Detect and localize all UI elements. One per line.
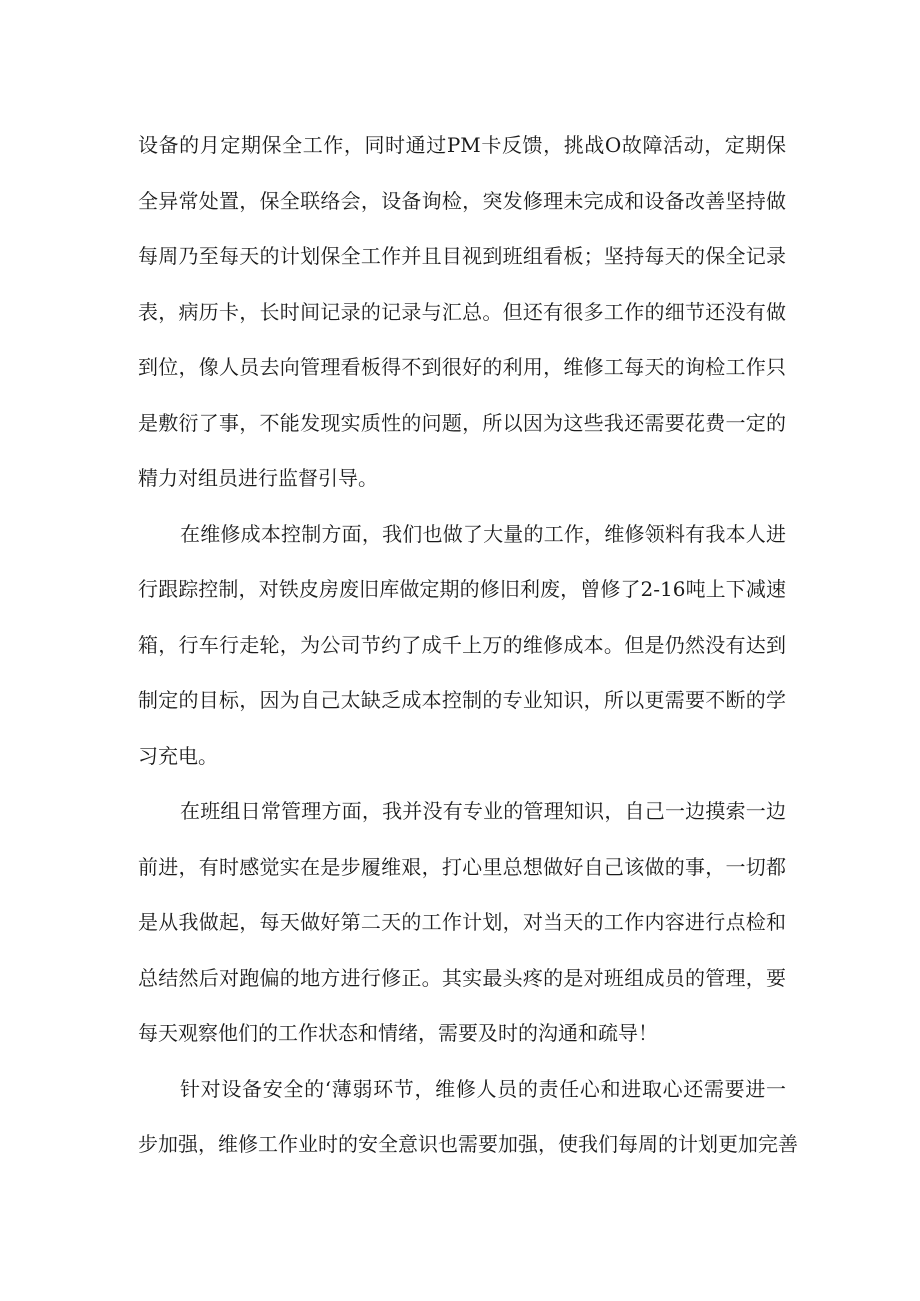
paragraph-1	[138, 118, 786, 507]
text-line: 每天观察他们的工作状态和情绪，需要及时的沟通和疏导！	[138, 1021, 658, 1045]
text-line: 精力对组员进行监督引导。	[138, 466, 378, 490]
text-line: 针对设备安全的‘薄弱环节，维修人员的责任心和进取心还需要进一	[180, 1076, 786, 1101]
text-line: 制定的目标，因为自己太缺乏成本控制的专业知识，所以更需要不断的学	[138, 688, 786, 712]
paragraph-4	[138, 1062, 798, 1173]
text-line: 是敷衍了事，不能发现实质性的问题，所以因为这些我还需要花费一定的	[138, 410, 786, 435]
text-line: 是从我做起，每天做好第二天的工作计划，对当天的工作内容进行点检和	[138, 910, 786, 934]
text-line: 总结然后对跑偏的地方进行修正。其实最头疼的是对班组成员的管理，要	[138, 965, 786, 990]
text-line: 表，病历卡，长时间记录的记录与汇总。但还有很多工作的细节还没有做	[138, 299, 786, 324]
text-line: 设备的月定期保全工作，同时通过PM卡反馈，挑战O故障活动，定期保	[138, 133, 786, 157]
text-line: 箱，行车行走轮，为公司节约了成千上万的维修成本。但是仍然没有达到	[138, 632, 786, 657]
document-body	[138, 118, 798, 1173]
text-line: 全异常处置，保全联络会，设备询检，突发修理未完成和设备改善坚持做	[138, 188, 786, 213]
text-line: 习充电。	[138, 743, 218, 768]
text-line: 步加强，维修工作业时的安全意识也需要加强，使我们每周的计划更加完善	[138, 1132, 798, 1156]
text-line: 在维修成本控制方面，我们也做了大量的工作，维修领料有我本人进	[180, 521, 786, 546]
text-line: 行跟踪控制，对铁皮房废旧库做定期的修旧利废，曾修了2-16吨上下减速	[138, 577, 786, 601]
text-line: 在班组日常管理方面，我并没有专业的管理知识，自己一边摸索一边	[180, 799, 786, 823]
paragraph-3	[138, 784, 786, 1062]
text-line: 前进，有时感觉实在是步履维艰，打心里总想做好自己该做的事，一切都	[138, 854, 786, 879]
paragraph-2	[138, 507, 786, 785]
text-line: 到位，像人员去向管理看板得不到很好的利用，维修工每天的询检工作只	[138, 355, 786, 379]
text-line: 每周乃至每天的计划保全工作并且目视到班组看板；坚持每天的保全记录	[138, 244, 786, 268]
